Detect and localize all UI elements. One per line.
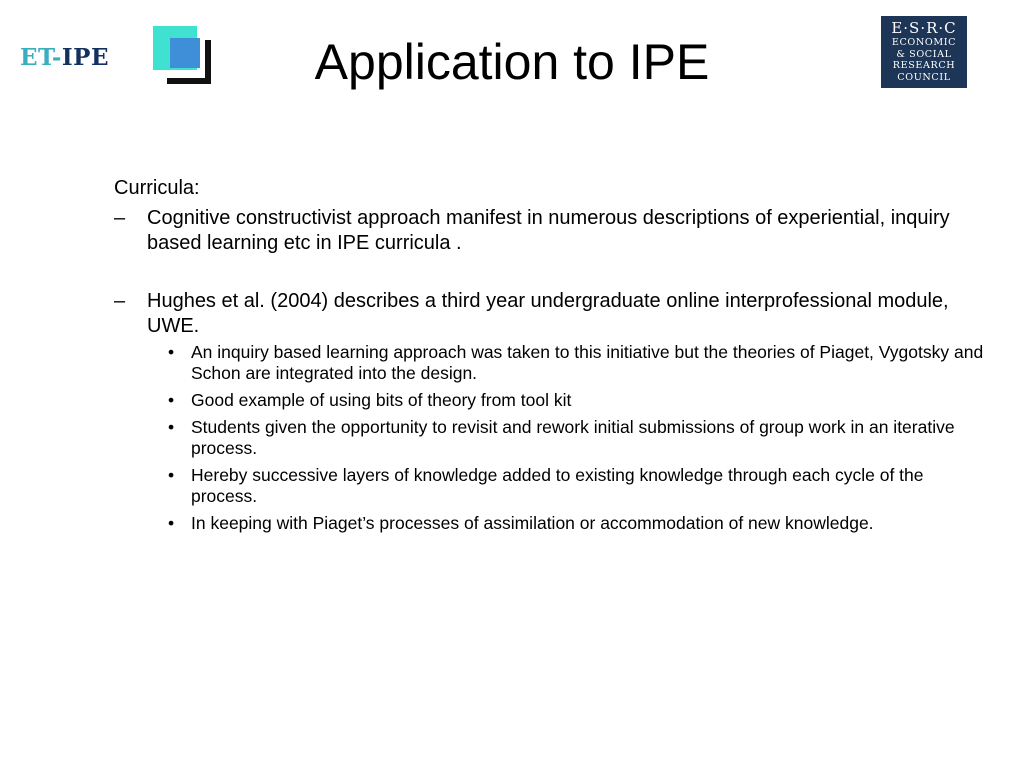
sub-bullet-text: Good example of using bits of theory from tool kit xyxy=(191,390,572,410)
sub-bullet-item xyxy=(147,417,994,459)
sub-bullet-text: In keeping with Piaget’s processes of assimilation or accommodation of new knowledge. xyxy=(191,513,874,533)
sub-bullet-text: Students given the opportunity to revisit and rework initial submissions of group work in an iterative process. xyxy=(191,417,955,458)
sub-bullet-item xyxy=(147,390,994,411)
logo-et-text: ET- xyxy=(20,44,62,71)
dash-marker: – xyxy=(114,207,126,229)
list-item-cognitive xyxy=(114,206,994,256)
list-item-text: Cognitive constructivist approach manifest in numerous descriptions of experiential, inquiry based learning etc in IPE curricula . xyxy=(147,207,950,254)
esrc-logo xyxy=(881,16,967,88)
sub-bullet-text: An inquiry based learning approach was taken to this initiative but the theories of Piaget, Vygotsky and Schon are integrated into the design. xyxy=(191,342,984,383)
esrc-logo-line5: COUNCIL xyxy=(897,71,951,83)
esrc-logo-line3: & SOCIAL xyxy=(896,48,952,60)
logo-ipe-text: IPE xyxy=(61,44,109,71)
bullet-marker: • xyxy=(168,465,175,485)
bullet-marker: • xyxy=(168,390,175,410)
slide-body xyxy=(114,176,994,540)
dash-marker: – xyxy=(114,290,126,312)
sub-bullet-text: Hereby successive layers of knowledge added to existing knowledge through each cycle of the process. xyxy=(191,465,924,506)
bullet-marker: • xyxy=(168,513,175,533)
sub-bullet-item xyxy=(147,342,994,384)
list-item-hughes xyxy=(114,289,994,339)
sub-bullet-list xyxy=(114,342,994,534)
esrc-logo-line4: RESEARCH xyxy=(892,60,956,71)
esrc-logo-line1: E·S·R·C xyxy=(891,19,957,37)
bullet-marker: • xyxy=(168,342,175,362)
slide-title: Application to IPE xyxy=(314,34,710,90)
sub-bullet-item xyxy=(147,465,994,507)
list-item-text: Hughes et al. (2004) describes a third year undergraduate online interprofessional module, UWE. xyxy=(147,290,949,337)
esrc-logo-line2: ECONOMIC xyxy=(891,37,957,48)
curricula-heading: Curricula: xyxy=(114,177,200,199)
bullet-marker: • xyxy=(168,417,175,437)
sub-bullet-item xyxy=(147,513,994,534)
